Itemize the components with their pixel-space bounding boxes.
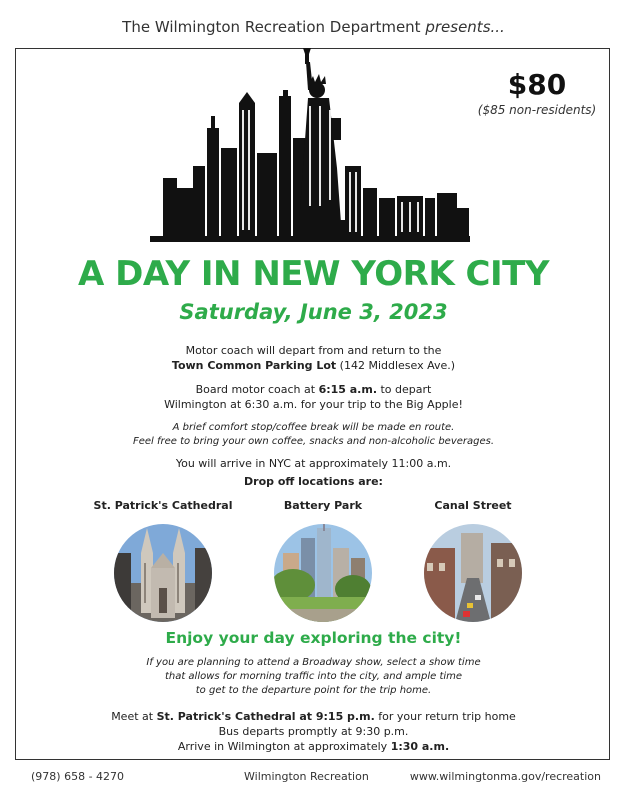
canal-street-photo: [423, 523, 523, 623]
battery-park-photo: [273, 523, 373, 623]
departure-line-2: [60, 358, 567, 373]
footer-url[interactable]: www.wilmingtonma.gov/recreation: [409, 770, 601, 783]
meet-place: St. Patrick's Cathedral at 9:15 p.m.: [156, 710, 375, 723]
arrive-home-pre: Arrive in Wilmington at approximately: [177, 740, 391, 753]
price-nonresident: ($85 non-residents): [477, 103, 597, 117]
boarding-pre: Board motor coach at: [195, 383, 319, 396]
meet-pre: Meet at: [111, 710, 157, 723]
return-line-2: Bus departs promptly at 9:30 p.m.: [218, 725, 409, 738]
broadway-line-2: that allows for morning traffic into the city, and ample time: [164, 671, 463, 682]
boarding-line-1: [60, 382, 567, 397]
arrive-home-time: 1:30 a.m.: [390, 740, 450, 753]
nyc-skyline-illustration: [145, 48, 475, 246]
boarding-post: to depart: [377, 383, 432, 396]
location-battery-park: [243, 499, 403, 623]
price-block: [477, 68, 597, 117]
location-name: St. Patrick's Cathedral: [93, 499, 233, 512]
return-info: [60, 709, 567, 754]
footer-phone: (978) 658 - 4270: [31, 770, 125, 783]
arrival-info: You will arrive in NYC at approximately 11:00 a.m.: [175, 457, 452, 470]
broadway-line-1: If you are planning to attend a Broadway show, select a show time: [146, 657, 481, 668]
price-amount: $80: [507, 68, 567, 101]
location-canal-street: [393, 499, 553, 623]
comfort-stop-info: [60, 421, 567, 449]
departure-info: [60, 343, 567, 373]
boarding-line-2: Wilmington at 6:30 a.m. for your trip to the Big Apple!: [164, 398, 463, 411]
comfort-line-2: Feel free to bring your own coffee, snacks and non-alcoholic beverages.: [132, 436, 495, 447]
return-line-1: [60, 709, 567, 724]
header-presents: presents...: [425, 18, 505, 36]
footer-org: Wilmington Recreation: [244, 770, 369, 783]
comfort-line-1: A brief comfort stop/coffee break will be made en route.: [172, 422, 455, 433]
location-name: Battery Park: [283, 499, 363, 512]
dropoff-locations: [0, 499, 627, 624]
enjoy-heading: Enjoy your day exploring the city!: [165, 629, 462, 647]
broadway-line-3: to get to the departure point for the trip home.: [195, 685, 432, 696]
event-date: Saturday, June 3, 2023: [179, 300, 448, 324]
boarding-info: [60, 382, 567, 412]
return-line-3: [60, 739, 567, 754]
boarding-time: 6:15 a.m.: [318, 383, 377, 396]
departure-address: (142 Middlesex Ave.): [336, 359, 456, 372]
event-title: A DAY IN NEW YORK CITY: [78, 254, 549, 294]
departure-line-1: Motor coach will depart from and return to the: [185, 344, 442, 357]
location-st-patricks: [83, 499, 243, 623]
header-text: The Wilmington Recreation Department: [122, 18, 426, 36]
dropoff-heading: Drop off locations are:: [244, 475, 383, 488]
broadway-note: [60, 656, 567, 698]
st-patricks-photo: [113, 523, 213, 623]
meet-post: for your return trip home: [374, 710, 516, 723]
departure-location: Town Common Parking Lot: [171, 359, 337, 372]
location-name: Canal Street: [434, 499, 512, 512]
header: [0, 18, 627, 36]
